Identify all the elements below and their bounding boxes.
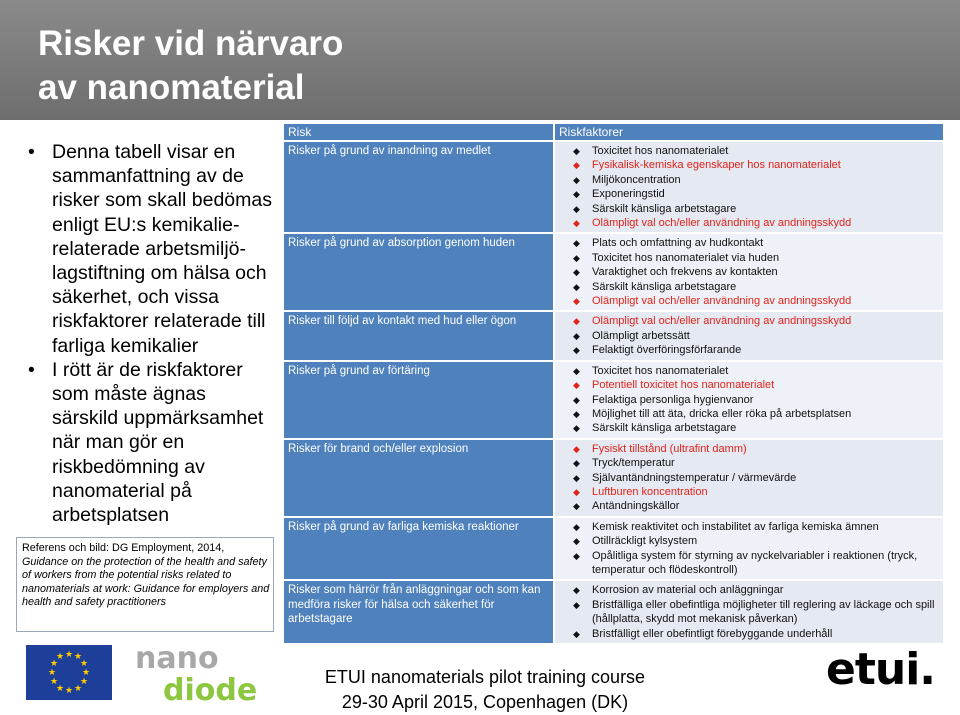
- bullet-diamond-icon: ◆: [573, 174, 580, 185]
- factor-text: Självantändningstemperatur / värmevärde: [592, 471, 797, 484]
- risk-cell: Risker till följd av kontakt med hud eller ögon: [284, 311, 554, 360]
- svg-text:★: ★: [49, 677, 59, 687]
- bullet-diamond-icon: ◆: [573, 628, 580, 639]
- risk-cell: Risker på grund av farliga kemiska reaktioner: [284, 517, 554, 581]
- bullet-diamond-icon: ◆: [573, 296, 580, 307]
- factor-text: Miljökoncentration: [592, 173, 681, 186]
- factor-text: Varaktighet och frekvens av kontakten: [592, 266, 778, 279]
- factor-text: Opålitliga system för styrning av nyckelvariabler i reaktionen (tryck, temperatur och flödeskontroll): [592, 549, 918, 576]
- table-row: [284, 517, 943, 581]
- bullet-diamond-icon: ◆: [573, 203, 580, 214]
- table-row: [284, 361, 943, 439]
- bullet-diamond-icon: ◆: [573, 146, 580, 156]
- factor-text: Tryck/temperatur: [592, 457, 675, 470]
- eu-stars-icon: [26, 645, 112, 700]
- factor-text: Olämpligt val och/eller användning av andningsskydd: [592, 217, 852, 230]
- factor-list: [559, 520, 943, 578]
- table-row: [284, 141, 943, 233]
- course-date: 29-30 April 2015, Copenhagen (DK): [341, 692, 629, 712]
- table-row: [284, 311, 943, 360]
- risk-cell: Risker på grund av absorption genom huden: [284, 233, 554, 311]
- list-item: [559, 407, 943, 421]
- factor-text: Luftburen koncentration: [592, 485, 708, 498]
- svg-text:★: ★: [64, 650, 74, 660]
- bullet-diamond-icon: ◆: [573, 408, 580, 419]
- list-item: [559, 202, 943, 216]
- bullet-diamond-icon: ◆: [573, 365, 580, 376]
- bullet-diamond-icon: ◆: [573, 330, 580, 341]
- table-header-row: [284, 124, 943, 141]
- factor-text: Toxicitet hos nanomaterialet: [592, 145, 729, 157]
- factors-cell: [554, 311, 943, 360]
- risk-cell: Risker på grund av inandning av medlet: [284, 141, 554, 233]
- risk-table: [284, 124, 943, 643]
- list-item: [559, 343, 943, 357]
- bullet-diamond-icon: ◆: [573, 423, 580, 434]
- table-row: [284, 233, 943, 311]
- bullet-text: Denna tabell visar en sammanfattning av de risker som skall bedömas enligt EU:s kemikalie-relaterade arbetsmiljö-lagstiftning om hälsa och säkerhet, och vissa riskfaktorer relaterade till farliga kemikalier: [52, 141, 272, 357]
- svg-text:★: ★: [73, 684, 83, 694]
- course-title: ETUI nanomaterials pilot training course: [324, 667, 646, 687]
- list-item: [559, 294, 943, 308]
- svg-text:★: ★: [79, 677, 89, 687]
- bullet-diamond-icon: ◆: [573, 585, 580, 596]
- factor-list: [559, 144, 943, 230]
- factor-text: Möjlighet till att äta, dricka eller röka på arbetsplatsen: [592, 407, 852, 420]
- table-row: [284, 580, 943, 643]
- svg-text:★: ★: [81, 668, 91, 678]
- header-risk: Risk: [284, 124, 554, 141]
- factor-text: Exponeringstid: [592, 188, 665, 201]
- list-item: [559, 378, 943, 392]
- table-body: [284, 141, 943, 643]
- risk-cell: Risker som härrör från anläggningar och som kan medföra risker för hälsa och säkerhet för arbetstagare: [284, 580, 554, 643]
- factor-text: Korrosion av material och anläggningar: [592, 584, 784, 597]
- bullet-item: [22, 140, 277, 358]
- factor-text: Felaktigt överföringsförfarande: [592, 344, 742, 357]
- factor-text: Potentiell toxicitet hos nanomaterialet: [592, 379, 775, 392]
- list-item: [559, 173, 943, 187]
- factor-text: Bristfälliga eller obefintliga möjligheter till reglering av läckage och spill (hållplatta, skydd mot mekanisk påverkan): [592, 598, 935, 626]
- risk-cell: Risker på grund av förtäring: [284, 361, 554, 439]
- eu-flag-logo: [26, 645, 112, 700]
- header-factors: Riskfaktorer: [554, 124, 943, 141]
- list-item: [559, 456, 943, 470]
- svg-text:★: ★: [55, 652, 65, 662]
- bullet-item: [22, 358, 277, 527]
- list-item: [559, 329, 943, 343]
- factor-list: [559, 236, 943, 308]
- bullet-diamond-icon: ◆: [573, 345, 580, 356]
- course-info: [300, 665, 670, 715]
- svg-text:★: ★: [79, 659, 89, 669]
- factors-cell: [554, 439, 943, 517]
- list-item: [559, 549, 943, 578]
- svg-text:★: ★: [73, 652, 83, 662]
- list-item: [559, 236, 943, 250]
- list-item: [559, 216, 943, 230]
- slide-title-line1: Risker vid närvaro: [38, 24, 344, 63]
- list-item: [559, 421, 943, 435]
- svg-text:★: ★: [49, 659, 59, 669]
- bullet-diamond-icon: ◆: [573, 458, 580, 469]
- factor-text: Felaktiga personliga hygienvanor: [592, 393, 754, 406]
- table-row: [284, 439, 943, 517]
- risk-cell: Risker för brand och/eller explosion: [284, 439, 554, 517]
- factor-text: Toxicitet hos nanomaterialet via huden: [592, 251, 780, 264]
- factor-text: Särskilt känsliga arbetstagare: [592, 280, 737, 293]
- bullet-diamond-icon: ◆: [573, 550, 580, 561]
- bullet-dot-icon: •: [28, 141, 35, 163]
- reference-title: Guidance on the protection of the health and safety of workers from the potential risks related to nanomaterials at work: Guidance for employers and health and safety practitioners: [22, 555, 270, 609]
- bullet-diamond-icon: ◆: [573, 536, 580, 547]
- list-item: [559, 627, 943, 641]
- factor-text: Särskilt känsliga arbetstagare: [592, 202, 737, 215]
- bullet-dot-icon: •: [28, 358, 35, 381]
- reference-prefix: Referens och bild: DG Employment, 2014,: [22, 542, 225, 554]
- list-item: [559, 280, 943, 294]
- etui-logo: etui.: [826, 644, 935, 695]
- svg-text:★: ★: [64, 686, 74, 696]
- list-item: [559, 364, 943, 378]
- bullet-diamond-icon: ◆: [573, 218, 580, 229]
- factor-list: [559, 364, 943, 436]
- factor-text: Olämpligt val och/eller användning av andningsskydd: [592, 295, 852, 308]
- svg-text:diode: diode: [163, 673, 258, 704]
- bullet-text: I rött är de riskfaktorer som måste ägnas särskild uppmärksamhet när man gör en riskbedömning av nanomaterial på arbetsplatsen: [52, 358, 264, 527]
- list-item: [559, 442, 943, 456]
- factor-text: Särskilt känsliga arbetstagare: [592, 422, 737, 435]
- list-item: [559, 485, 943, 499]
- factor-text: Otillräckligt kylsystem: [592, 535, 698, 548]
- factors-cell: [554, 580, 943, 643]
- bullet-diamond-icon: ◆: [573, 252, 580, 263]
- factor-text: Olämpligt val och/eller användning av andningsskydd: [592, 315, 852, 328]
- bullet-diamond-icon: ◆: [573, 316, 580, 327]
- factors-cell: [554, 517, 943, 581]
- list-item: [559, 471, 943, 485]
- slide-title: [38, 22, 343, 110]
- factor-list: [559, 314, 943, 357]
- factor-text: Bristfälligt eller obefintligt förebyggande underhåll: [592, 627, 833, 640]
- slide-title-line2: av nanomaterial: [38, 68, 305, 107]
- factor-text: Plats och omfattning av hudkontakt: [592, 237, 764, 250]
- list-item: [559, 187, 943, 201]
- list-item: [559, 265, 943, 279]
- bullet-diamond-icon: ◆: [573, 501, 580, 512]
- list-item: [559, 534, 943, 548]
- bullet-diamond-icon: ◆: [573, 521, 580, 532]
- bullet-diamond-icon: ◆: [573, 599, 580, 610]
- bullet-diamond-icon: ◆: [573, 281, 580, 292]
- list-item: [559, 499, 943, 513]
- bullet-diamond-icon: ◆: [573, 472, 580, 483]
- bullet-diamond-icon: ◆: [573, 380, 580, 391]
- factor-text: Antändningskällor: [592, 500, 680, 513]
- factor-text: Kemisk reaktivitet och instabilitet av farliga kemiska ämnen: [592, 520, 879, 533]
- bullet-diamond-icon: ◆: [573, 238, 580, 249]
- factor-list: [559, 442, 943, 514]
- factor-list: [559, 583, 943, 641]
- factors-cell: [554, 361, 943, 439]
- title-banner: [0, 0, 960, 120]
- nanodiode-icon: [133, 640, 263, 704]
- reference-box: [16, 537, 274, 632]
- svg-text:★: ★: [55, 684, 65, 694]
- factors-cell: [554, 141, 943, 233]
- list-item: [559, 520, 943, 534]
- bullet-diamond-icon: ◆: [573, 160, 580, 171]
- svg-text:nano: nano: [135, 641, 219, 676]
- list-item: [559, 393, 943, 407]
- bullet-diamond-icon: ◆: [573, 267, 580, 278]
- bullet-diamond-icon: ◆: [573, 189, 580, 200]
- bullet-diamond-icon: ◆: [573, 443, 580, 454]
- list-item: [559, 583, 943, 597]
- list-item: [559, 158, 943, 172]
- bullet-diamond-icon: ◆: [573, 486, 580, 497]
- factor-text: Fysiskt tillstånd (ultrafint damm): [592, 442, 747, 455]
- nanodiode-logo: [133, 640, 263, 704]
- factor-text: Olämpligt arbetssätt: [592, 329, 690, 342]
- bullet-diamond-icon: ◆: [573, 394, 580, 405]
- factor-text: Fysikalisk-kemiska egenskaper hos nanomaterialet: [592, 159, 841, 172]
- svg-text:★: ★: [47, 668, 57, 678]
- factor-text: Toxicitet hos nanomaterialet: [592, 364, 729, 377]
- bullet-list: [22, 140, 277, 527]
- list-item: [559, 251, 943, 265]
- list-item: [559, 598, 943, 627]
- factors-cell: [554, 233, 943, 311]
- list-item: [559, 144, 943, 158]
- list-item: [559, 314, 943, 328]
